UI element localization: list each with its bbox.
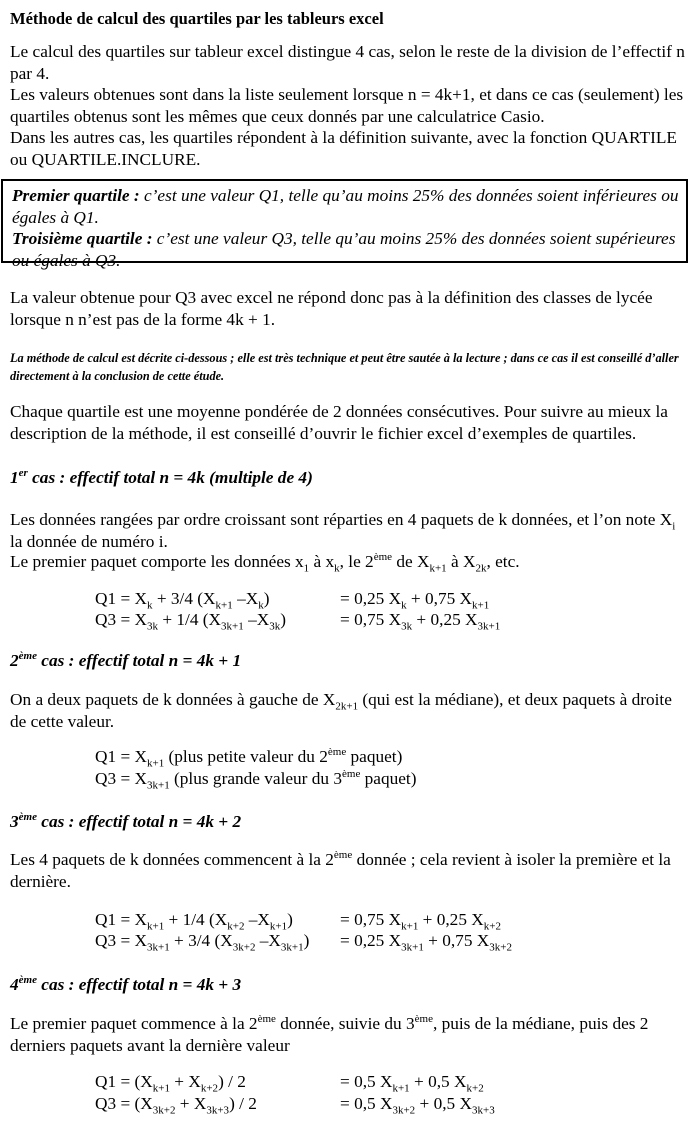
intro-paragraph-2 xyxy=(10,84,688,127)
subscript: k+1 xyxy=(472,599,490,612)
text-segment: cas : effectif total n = 4k + 1 xyxy=(36,651,242,670)
text-segment: Le premier paquet commence à la 2 xyxy=(10,1014,258,1033)
text-segment: à X xyxy=(446,552,476,571)
text-segment: + 0,5 X xyxy=(409,1072,467,1091)
text-segment: ) xyxy=(287,910,293,929)
text-segment: + 0,75 X xyxy=(406,589,473,608)
text-segment: –X xyxy=(243,610,270,629)
subscript: 3k+1 xyxy=(280,941,304,954)
subscript: k xyxy=(147,599,153,612)
intro-paragraph-1 xyxy=(10,41,688,84)
case-4-q1-formula xyxy=(95,1071,246,1093)
text-segment: = 0,75 X xyxy=(340,610,402,629)
text-segment: Chaque quartile est une moyenne pondérée de 2 données consécutives. Pour suivre au mieux la description de la méthode, il est conseillé d’ouvrir le fichier excel d’exemples de quartiles. xyxy=(10,402,668,443)
intro-paragraph-3 xyxy=(10,127,688,170)
text-segment: donnée ; cela revient à isoler la première et la dernière. xyxy=(10,850,671,891)
case-2-heading xyxy=(10,650,688,672)
text-segment: Q3 = X xyxy=(95,931,147,950)
case-1-q1-expanded xyxy=(340,588,489,610)
text-segment: = 0,25 X xyxy=(340,589,402,608)
text-segment: 4 xyxy=(10,975,19,994)
third-quartile-definition xyxy=(12,228,686,271)
text-segment: Les données rangées par ordre croissant sont réparties en 4 paquets de k données, et l’on note X xyxy=(10,510,673,529)
text-segment: Les valeurs obtenues sont dans la liste seulement lorsque n = 4k+1, et dans ce cas (seulement) les quartiles obtenus sont les mêmes que ceux donnés par une calculatrice Casio. xyxy=(10,85,684,126)
subscript: k xyxy=(401,599,407,612)
case-1-q3-expanded xyxy=(340,609,500,631)
subscript: 3k+2 xyxy=(152,1104,176,1117)
text-segment: Le premier paquet comporte les données x xyxy=(10,552,304,571)
text-segment: + 3/4 (X xyxy=(169,931,233,950)
subscript: k+2 xyxy=(200,1082,219,1095)
case-1-text-1 xyxy=(10,509,688,552)
text-segment: + 0,25 X xyxy=(412,610,478,629)
text-segment: –X xyxy=(232,589,259,608)
text-segment: la donnée de numéro i. xyxy=(10,531,168,551)
case-1-heading xyxy=(10,467,688,489)
subscript: 3k+1 xyxy=(147,941,170,954)
text-segment: ) xyxy=(280,610,286,629)
subscript: 3k+2 xyxy=(489,941,512,954)
subscript: k+1 xyxy=(147,920,165,933)
text-segment: + X xyxy=(169,1072,201,1091)
text-segment: –X xyxy=(255,931,281,950)
text-segment: La valeur obtenue pour Q3 avec excel ne répond donc pas à la définition des classes de lycée lorsque n n’est pas de la forme 4k + 1. xyxy=(10,288,653,329)
subscript: 3k+2 xyxy=(392,1104,416,1117)
text-segment: 2 xyxy=(10,651,19,670)
subscript: 3k+3 xyxy=(206,1104,230,1117)
text-segment: ) / 2 xyxy=(218,1072,246,1091)
text-segment: paquet) xyxy=(346,747,403,766)
text-segment: ) xyxy=(263,589,270,608)
text-segment: Q3 = (X xyxy=(95,1094,153,1113)
subscript: k+1 xyxy=(429,562,447,575)
case-3-text xyxy=(10,849,688,892)
text-segment: = 0,5 X xyxy=(340,1094,393,1113)
text-segment: Q3 = X xyxy=(95,610,147,629)
method-intro xyxy=(10,401,688,444)
text-segment: Q1 = X xyxy=(95,747,147,766)
text-segment: 3 xyxy=(10,812,19,831)
superscript: ème xyxy=(327,746,347,759)
superscript: er xyxy=(18,467,28,480)
case-3-q1-expanded xyxy=(340,909,501,931)
text-segment: 1 xyxy=(10,468,19,487)
text-segment: + 0,75 X xyxy=(423,931,490,950)
text-segment: cas : effectif total n = 4k (multiple de 4) xyxy=(27,468,313,487)
text-segment: , puis de la médiane, puis des 2 derniers paquets avant la dernière valeur xyxy=(10,1014,649,1055)
subscript: k+1 xyxy=(215,599,233,612)
case-1-q1-formula xyxy=(95,588,269,610)
bold-label: Troisième quartile : xyxy=(12,229,153,248)
superscript: ème xyxy=(333,849,353,862)
technical-note xyxy=(10,349,688,385)
case-3-q1-formula xyxy=(95,909,293,931)
case-3-q3-formula xyxy=(95,930,309,952)
text-segment: à x xyxy=(309,552,335,571)
subscript: 3k xyxy=(401,620,413,633)
subscript: 2k+1 xyxy=(335,700,359,713)
text-segment: + 0,5 X xyxy=(415,1094,472,1113)
text-segment: = 0,5 X xyxy=(340,1072,393,1091)
superscript: ème xyxy=(373,551,393,564)
text-segment: (plus petite valeur du 2 xyxy=(164,747,328,766)
subscript: 1 xyxy=(303,562,310,575)
subscript: 3k+1 xyxy=(221,620,244,633)
text-segment: = 0,75 X xyxy=(340,910,402,929)
bold-label: Premier quartile : xyxy=(12,186,140,205)
case-2-q1-formula xyxy=(95,746,402,768)
text-segment: , etc. xyxy=(486,552,520,571)
subscript: k xyxy=(258,599,264,612)
first-quartile-definition xyxy=(12,185,686,228)
text-segment: (qui est la médiane), et deux paquets à droite de cette valeur. xyxy=(10,690,672,731)
superscript: ème xyxy=(18,811,37,824)
superscript: ème xyxy=(257,1013,276,1026)
text-segment: + 1/4 (X xyxy=(158,610,222,629)
text-segment: cas : effectif total n = 4k + 2 xyxy=(36,812,242,831)
text-segment: + 1/4 (X xyxy=(164,910,228,929)
case-1-q3-formula xyxy=(95,609,286,631)
text-segment: + 3/4 (X xyxy=(152,589,216,608)
text-segment: Q1 = (X xyxy=(95,1072,153,1091)
subscript: 2k xyxy=(475,562,487,575)
subscript: 3k+1 xyxy=(477,620,501,633)
text-segment: –X xyxy=(244,910,270,929)
subscript: k+1 xyxy=(401,920,419,933)
text-segment: ) / 2 xyxy=(229,1094,257,1113)
text-segment: = 0,25 X xyxy=(340,931,402,950)
text-segment: paquet) xyxy=(360,769,417,788)
case-1-text-2 xyxy=(10,551,688,573)
text-segment: La méthode de calcul est décrite ci-dessous ; elle est très technique et peut être sautée à la lecture ; dans ce cas il est conseillé d’aller directement à la conclusion de cette étude. xyxy=(10,351,679,383)
case-2-q3-formula xyxy=(95,768,416,790)
superscript: ème xyxy=(18,974,37,987)
subscript: i xyxy=(672,520,676,533)
case-4-text xyxy=(10,1013,688,1056)
text-segment: cas : effectif total n = 4k + 3 xyxy=(36,975,242,994)
subscript: k+1 xyxy=(147,757,165,770)
subscript: 3k+1 xyxy=(401,941,424,954)
text-segment: + X xyxy=(175,1094,207,1113)
case-3-heading xyxy=(10,811,688,833)
subscript: 3k xyxy=(269,620,281,633)
text-segment: donnée, suivie du 3 xyxy=(275,1014,415,1033)
text-segment: Q1 = X xyxy=(95,589,147,608)
subscript: 3k+1 xyxy=(147,779,170,792)
text-segment: Dans les autres cas, les quartiles répondent à la définition suivante, avec la fonction QUARTILE ou QUARTILE.INCLURE. xyxy=(10,128,677,169)
case-4-q3-formula xyxy=(95,1093,257,1115)
subscript: 3k+3 xyxy=(471,1104,495,1117)
text-segment: , le 2 xyxy=(339,552,374,571)
subscript: k xyxy=(334,562,340,575)
text-segment: Q3 = X xyxy=(95,769,147,788)
case-4-heading xyxy=(10,974,688,996)
subscript: 3k xyxy=(147,620,158,633)
text-segment: ) xyxy=(303,931,310,950)
text-segment: Les 4 paquets de k données commencent à la 2 xyxy=(10,850,334,869)
subscript: k+2 xyxy=(466,1082,484,1095)
text-segment: + 0,25 X xyxy=(418,910,484,929)
case-4-q3-expanded xyxy=(340,1093,495,1115)
remark-paragraph xyxy=(10,287,688,330)
case-2-text xyxy=(10,689,688,732)
superscript: ème xyxy=(18,650,37,663)
text-segment: (plus grande valeur du 3 xyxy=(169,769,342,788)
superscript: ème xyxy=(342,768,361,781)
subscript: k+2 xyxy=(227,920,245,933)
superscript: ème xyxy=(414,1013,433,1026)
subscript: 3k+2 xyxy=(232,941,256,954)
text-segment: Q1 = X xyxy=(95,910,147,929)
page-title: Méthode de calcul des quartiles par les tableurs excel xyxy=(10,9,384,28)
text-segment: c’est une valeur Q3, telle qu’au moins 25% des données soient supérieures ou égales à Q3. xyxy=(12,229,676,270)
subscript: k+1 xyxy=(152,1082,170,1095)
subscript: k+1 xyxy=(392,1082,410,1095)
subscript: k+2 xyxy=(483,920,501,933)
text-segment: Le calcul des quartiles sur tableur excel distingue 4 cas, selon le reste de la division de l’effectif n par 4. xyxy=(10,42,685,83)
case-3-q3-expanded xyxy=(340,930,512,952)
text-segment: de X xyxy=(392,552,430,571)
definition-box xyxy=(1,179,688,270)
subscript: k+1 xyxy=(269,920,288,933)
text-segment: On a deux paquets de k données à gauche de X xyxy=(10,690,336,709)
case-4-q1-expanded xyxy=(340,1071,484,1093)
text-segment: c’est une valeur Q1, telle qu’au moins 25% des données soient inférieures ou égales à Q1. xyxy=(12,186,679,227)
